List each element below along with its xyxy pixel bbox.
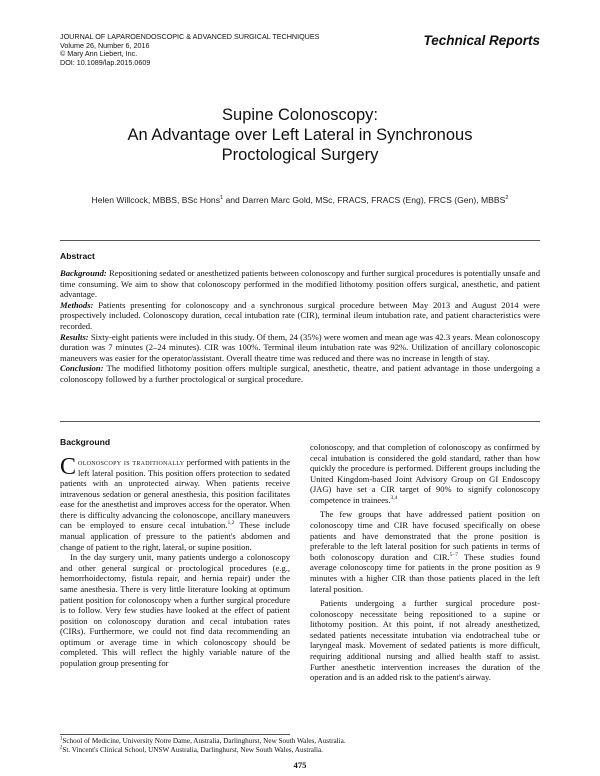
- paragraph-text: These studies found average colonoscopy time for patients in the prone position as 9 minutes with a higher CIR than those patients placed in the left lateral position.: [310, 551, 540, 594]
- journal-doi: DOI: 10.1089/lap.2015.0609: [60, 57, 151, 67]
- footnote: [60, 737, 346, 746]
- divider: [60, 421, 540, 422]
- paragraph-text: performed with patients in the left lateral position. This position offers protection to sedated patients with an unprotected airway. When patients receive intravenous sedation or general anesthesia, this position facilitates ease for the anesthetist and improves access for the operator. When there is difficulty advancing the colonoscope, ancillary maneuvers can be employed to ensure cecal intubation.: [60, 457, 290, 531]
- citation: 5–7: [449, 551, 458, 558]
- journal-volume: Volume 26, Number 6, 2016: [60, 40, 150, 50]
- paragraph: Patients undergoing a further surgical procedure post-colonoscopy necessitate being repositioned to a supine or lithotomy position. At this point, if not already anesthetized, sedated patients necessitate intubation via endotracheal tube or laryngeal mask. Movement of sedated patients is more difficult, requiring additional nursing and allied health staff to assist. Further anesthetic intervention increases the duration of the operation and is an added risk to the patient's airway.: [310, 598, 540, 683]
- section-heading: Background: [60, 437, 111, 447]
- citation: 3,4: [390, 495, 398, 502]
- page-number: 475: [293, 760, 307, 770]
- journal-info: [60, 33, 319, 67]
- small-caps-lead: olonoscopy is traditionally: [78, 457, 185, 467]
- footnote: [60, 746, 346, 755]
- affiliation-marker: 1: [220, 195, 224, 202]
- footnotes: [60, 737, 346, 755]
- paragraph: [310, 509, 540, 594]
- paragraph-text: colonoscopy, and that completion of colonoscopy as confirmed by cecal intubation is considered the gold standard, rather than how quickly the procedure is performed. Different groups including the United Kingdom-based Joint Advisory Group on GI Endoscopy (JAG) have set a CIR target of 90% to signify colonoscopy competence in trainees.: [310, 442, 540, 505]
- paragraph: [60, 454, 290, 552]
- abstract-results: [60, 332, 540, 364]
- abstract-body: [60, 268, 540, 385]
- abstract-conclusion: [60, 363, 540, 384]
- abstract-text: Patients presenting for colonoscopy and a synchronous surgical procedure between May 2013 and August 2014 were prospectively included. Colonoscopy duration, cecal intubation rate (CIR), terminal ileum intubation rate, and patient characteristics were recorded.: [60, 299, 540, 331]
- abstract-label: Results:: [60, 331, 89, 342]
- text-column-left: [60, 454, 290, 669]
- abstract-background: [60, 268, 540, 300]
- footnote-marker: 1: [60, 736, 63, 742]
- citation: 1,2: [227, 520, 235, 527]
- paragraph-text: These include manual application of pressure to the patient's abdomen and change of patient to the right, lateral, or supine position.: [60, 520, 290, 552]
- drop-cap: C: [60, 454, 77, 480]
- abstract-text: Repositioning sedated or anesthetized patients between colonoscopy and further surgical procedures is potentially unsafe and time consuming. We aim to show that colonoscopy performed in the modified lithotomy position offers surgical, anesthetic, and patient advantage.: [60, 268, 540, 300]
- footnote-marker: 2: [60, 745, 63, 751]
- abstract-heading: Abstract: [60, 251, 95, 261]
- journal-name: JOURNAL OF LAPAROENDOSCOPIC & ADVANCED SURGICAL TECHNIQUES: [60, 32, 320, 41]
- section-label: Technical Reports: [423, 33, 540, 48]
- abstract-text: Sixty-eight patients were included in this study. Of them, 24 (35%) were women and mean age was 42.3 years. Mean colonoscopy duration was 7 minutes (2–24 minutes). CIR was 100%. Terminal ileum intubation rate was 92%. Utilization of ancillary colonoscopic maneuvers was easier for the operator/assistant. Overall theatre time was reduced and there was no increase in length of stay.: [60, 331, 540, 363]
- abstract-label: Methods:: [60, 299, 94, 310]
- abstract-label: Background:: [60, 268, 107, 278]
- footnote-text: St. Vincent's Clinical School, UNSW Australia, Darlinghurst, New South Wales, Australia.: [62, 745, 323, 754]
- abstract-text: The modified lithotomy position offers multiple surgical, anesthetic, theatre, and patient advantage in those undergoing a colonoscopy followed by a further proctological or surgical procedure.: [60, 363, 540, 384]
- title-line: Proctological Surgery: [221, 146, 379, 164]
- journal-copyright: © Mary Ann Liebert, Inc.: [60, 49, 138, 59]
- author-name: and Darren Marc Gold, MSc, FRACS, FRACS (Eng), FRCS (Gen), MBBS: [223, 195, 506, 205]
- article-title: [0, 105, 600, 165]
- title-line: Supine Colonoscopy:: [222, 106, 378, 124]
- paragraph: In the day surgery unit, many patients undergo a colonoscopy and other general surgical or proctological procedures (e.g., hemorrhoidectomy, fistula repair, and hernia repair) under the same anesthesia. There is very little literature looking at optimum patient position for colonoscopy when a further surgical procedure is to follow. Very few studies have looked at the effect of patient position on colonoscopy duration and cecal intubation rates (CIRs). Furthermore, we could not find data recommending an optimum or average time in which colonoscopy should be completed. This will reflect the highly variable nature of the population group presenting for: [60, 552, 290, 668]
- author-list: [0, 195, 600, 205]
- text-column-right: [310, 442, 540, 683]
- paragraph-text: The few groups that have addressed patient position on colonoscopy time and CIR have focused specifically on obese patients and have demonstrated that the prone position is preferable to the left lateral position for such patients in terms of both colonoscopy duration and CIR.: [310, 509, 540, 562]
- footnote-divider: [60, 734, 290, 735]
- abstract-methods: [60, 300, 540, 332]
- abstract-label: Conclusion:: [60, 363, 104, 374]
- title-line: An Advantage over Left Lateral in Synchronous: [127, 126, 473, 144]
- affiliation-marker: 2: [505, 195, 509, 202]
- paragraph: [310, 442, 540, 505]
- footnote-text: School of Medicine, University Notre Dame, Australia, Darlinghurst, New South Wales, Australia.: [62, 737, 346, 745]
- divider: [60, 240, 540, 241]
- author-name: Helen Willcock, MBBS, BSc Hons: [91, 195, 220, 205]
